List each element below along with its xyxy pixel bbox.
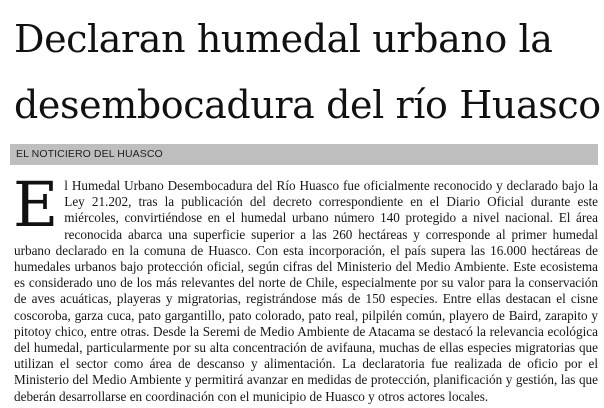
drop-cap: E (13, 168, 59, 241)
article-body (13, 168, 598, 405)
headline-line-2: desembocadura del río Huasco (14, 83, 601, 127)
article-text: l Humedal Urbano Desembocadura del Río Huasco fue oficialmente reconocido y declarado bajo la Ley 21.202, tras la publicación del decreto correspondiente en el Diario Oficial durante este miércoles, convirtiéndose en el humedal urbano número 140 protegido a nivel nacional. El área reconocida abarca una superficie superior a las 260 hectáreas y corresponde al primer humedal urbano declarado en la comuna de Huasco. Con esta incorporación, el país supera las 16.000 hectáreas de humedales urbanos bajo protección oficial, según cifras del Ministerio del Medio Ambiente. Este ecosistema es considerado uno de los más relevantes del norte de Chile, especialmente por su valor para la conservación de aves acuáticas, playeras y migratorias, registrándose más de 150 especies. Entre ellas destacan el cisne coscoroba, garza cuca, pato gargantillo, pato colorado, pato real, pilpilén común, playero de Baird, zarapito y pitotoy chico, entre otras. Desde la Seremi de Medio Ambiente de Atacama se destacó la relevancia ecológica del humedal, particularmente por su alta concentración de avifauna, muchas de ellas especies migratorias que utilizan el sector como área de descanso y alimentación. La declaratoria fue realizada de oficio por el Ministerio del Medio Ambiente y permitirá avanzar en medidas de protección, planificación y gestión, las que deberán desarrollarse en coordinación con el municipio de Huasco y otros actores locales. (14, 178, 598, 404)
headline-line-1: Declaran humedal urbano la (14, 17, 553, 61)
section-bar: EL NOTICIERO DEL HUASCO (10, 144, 598, 165)
headline (14, 6, 604, 138)
